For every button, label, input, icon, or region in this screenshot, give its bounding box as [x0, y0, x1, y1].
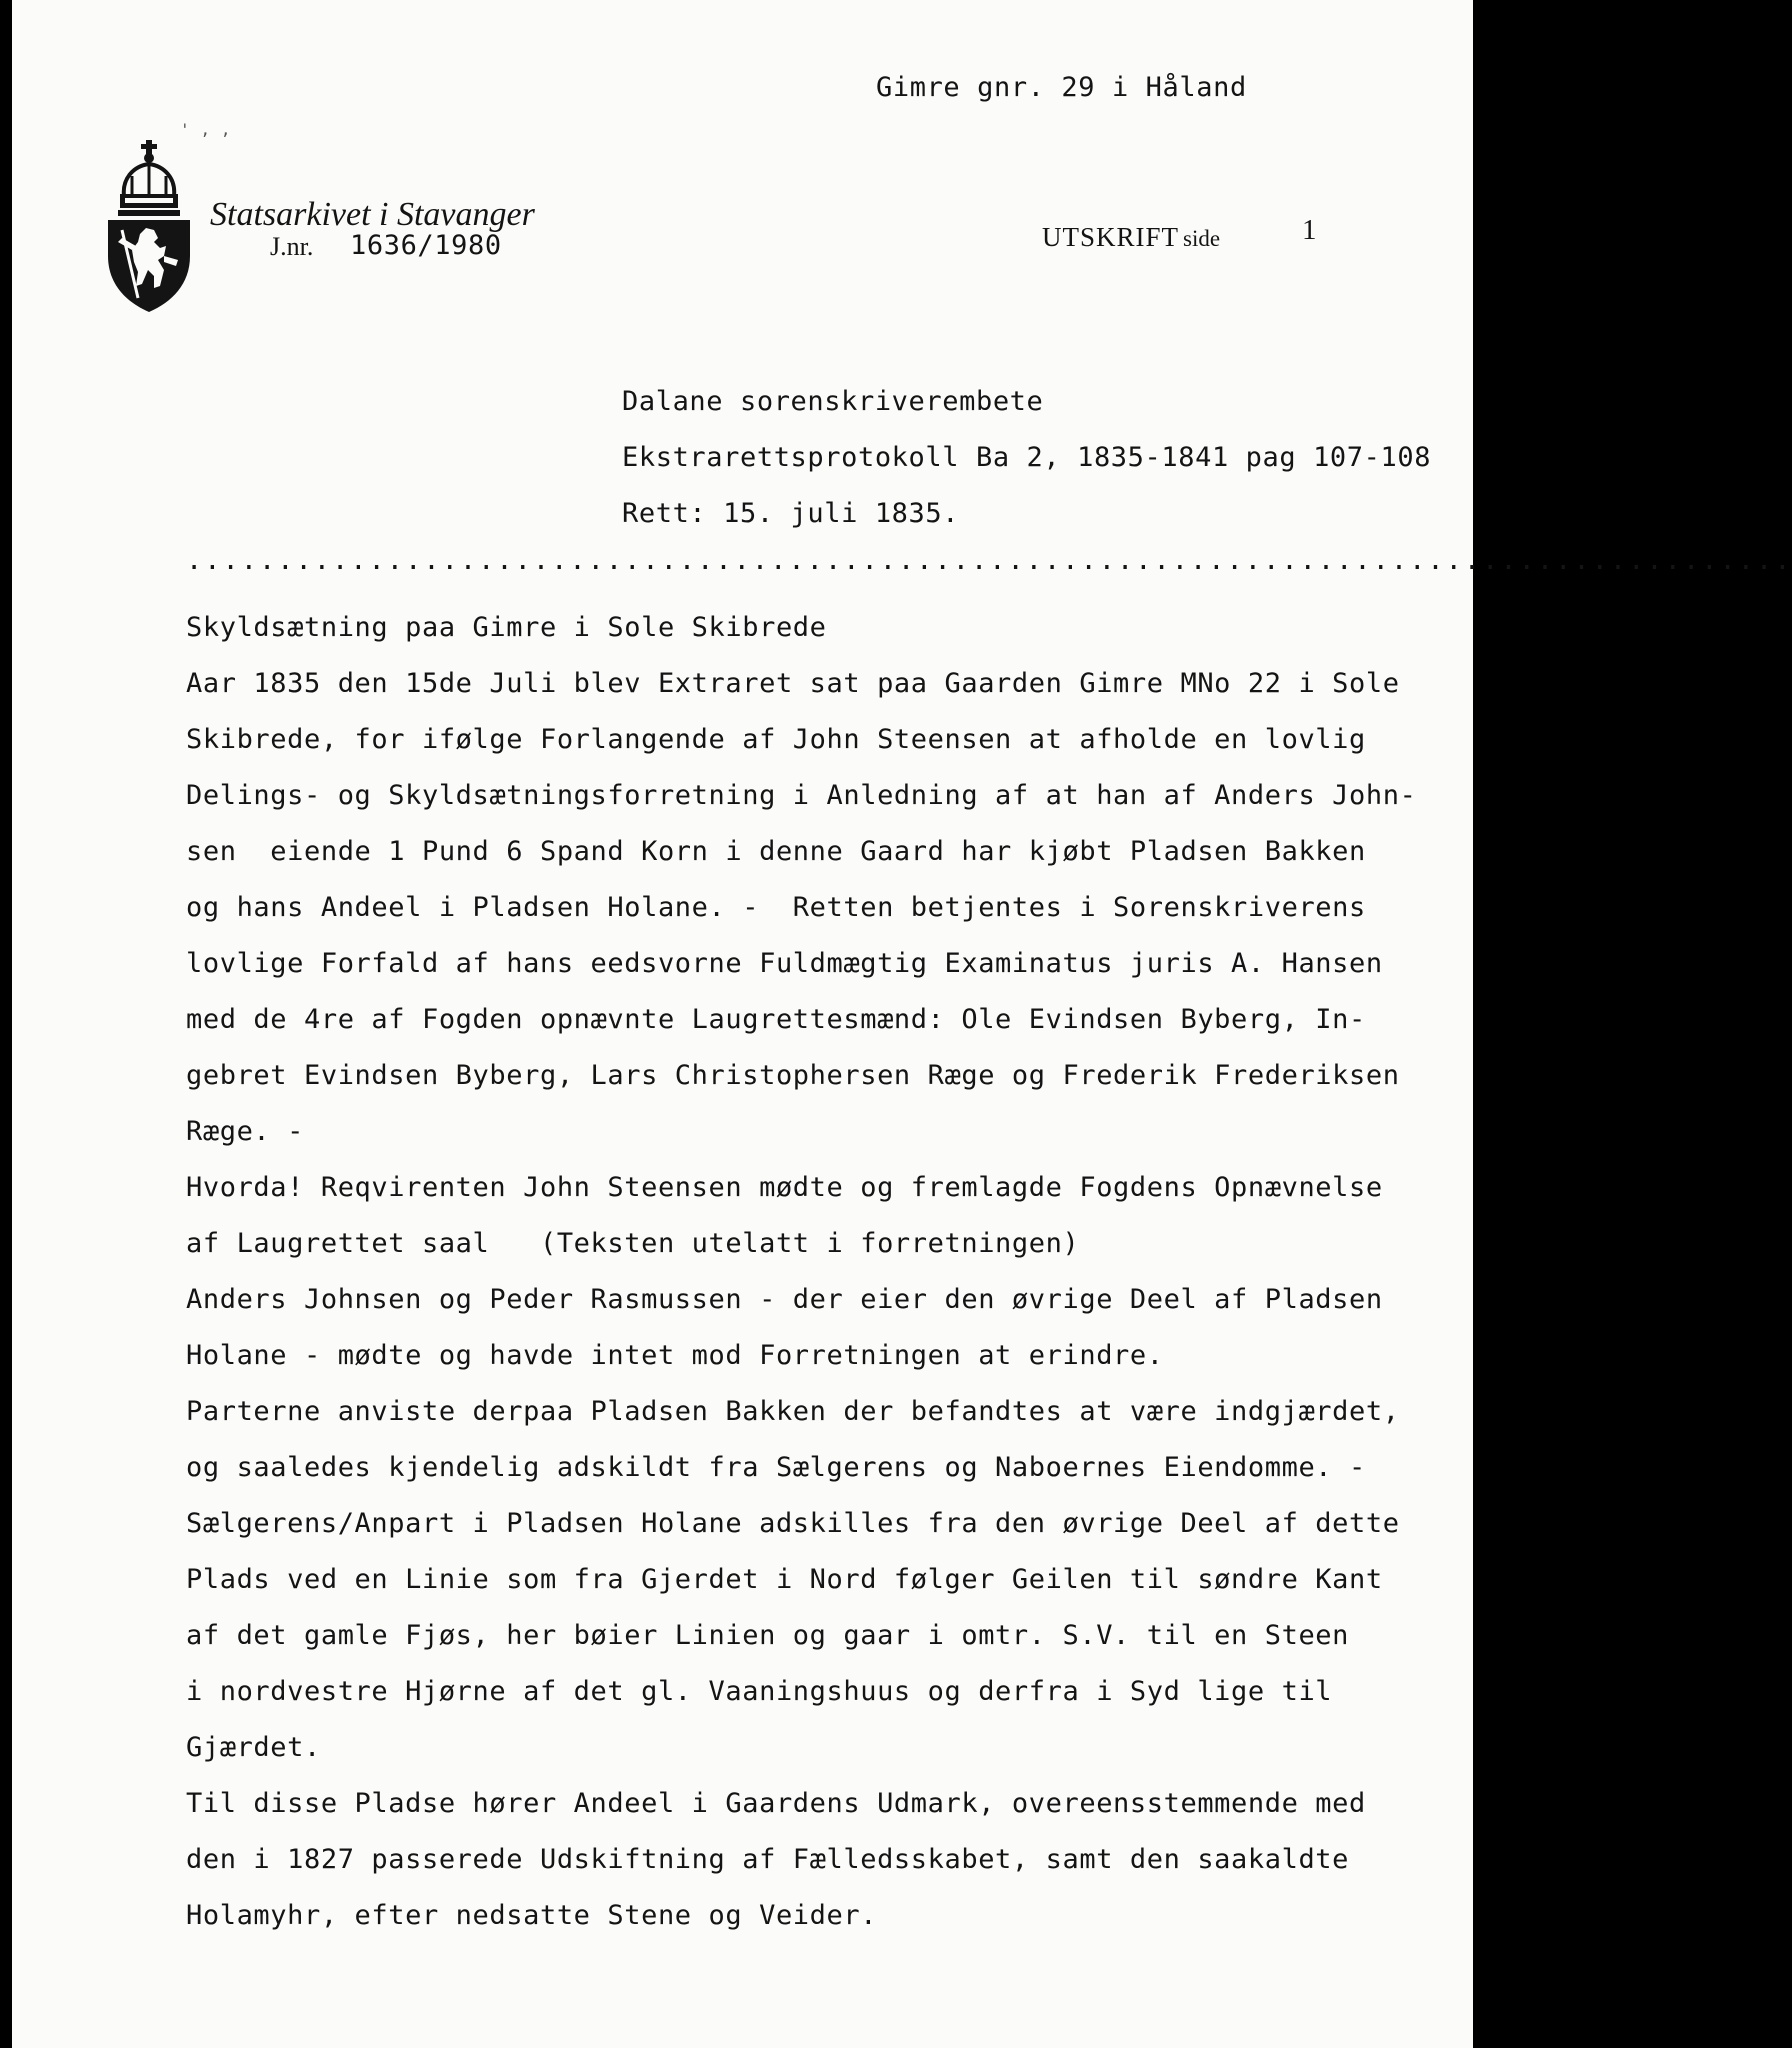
body-line: og saaledes kjendelig adskildt fra Sælgerens og Naboernes Eiendomme. -	[186, 1452, 1366, 1483]
body-line: Holamyhr, efter nedsatte Stene og Veider.	[186, 1900, 878, 1931]
body-line: Ræge. -	[186, 1116, 304, 1147]
body-line: Skyldsætning paa Gimre i Sole Skibrede	[186, 612, 827, 643]
body-line: og hans Andeel i Pladsen Holane. - Retten betjentes i Sorenskriverens	[186, 892, 1366, 923]
source-office: Dalane sorenskriverembete	[622, 386, 1044, 417]
body-line: Delings- og Skyldsætningsforretning i Anledning af at han af Anders John-	[186, 780, 1417, 811]
body-line: Plads ved en Linie som fra Gjerdet i Nord følger Geilen til søndre Kant	[186, 1564, 1383, 1595]
body-line: gebret Evindsen Byberg, Lars Christophersen Ræge og Frederik Frederiksen	[186, 1060, 1400, 1091]
body-line: Skibrede, for ifølge Forlangende af John Steensen at afholde en lovlig	[186, 724, 1366, 755]
document-page	[12, 0, 1792, 2048]
body-line: af det gamle Fjøs, her bøier Linien og gaar i omtr. S.V. til en Steen	[186, 1620, 1350, 1651]
journal-number-label: J.nr.	[270, 232, 314, 261]
body-line: med de 4re af Fogden opnævnte Laugrettesmænd: Ole Evindsen Byberg, In-	[186, 1004, 1366, 1035]
page-number: 1	[1302, 214, 1318, 246]
stray-marks: ' , ,	[180, 120, 232, 139]
source-protocol: Ekstrarettsprotokoll Ba 2, 1835-1841 pag 107-108	[622, 442, 1432, 473]
body-line: Hvorda! Reqvirenten John Steensen mødte og fremlagde Fogdens Opnævnelse	[186, 1172, 1383, 1203]
body-line: Gjærdet.	[186, 1732, 321, 1763]
body-line: i nordvestre Hjørne af det gl. Vaaningshuus og derfra i Syd lige til	[186, 1676, 1333, 1707]
body-line: Aar 1835 den 15de Juli blev Extraret sat paa Gaarden Gimre MNo 22 i Sole	[186, 668, 1400, 699]
body-line: sen eiende 1 Pund 6 Spand Korn i denne Gaard har kjøbt Pladsen Bakken	[186, 836, 1366, 867]
norwegian-coat-of-arms-icon	[102, 138, 196, 314]
journal-number-value: 1636/1980	[350, 230, 502, 261]
property-reference: Gimre gnr. 29 i Håland	[876, 72, 1247, 103]
transcript-label	[1042, 222, 1220, 253]
body-line: lovlige Forfald af hans eedsvorne Fuldmægtig Examinatus juris A. Hansen	[186, 948, 1383, 979]
body-line: Holane - mødte og havde intet mod Forretningen at erindre.	[186, 1340, 1164, 1371]
court-date: Rett: 15. juli 1835.	[622, 498, 960, 529]
body-line: den i 1827 passerede Udskiftning af Fælledsskabet, samt den saakaldte	[186, 1844, 1350, 1875]
body-line: af Laugrettet saal (Teksten utelatt i forretningen)	[186, 1228, 1080, 1259]
body-line: Parterne anviste derpaa Pladsen Bakken der befandtes at være indgjærdet,	[186, 1396, 1400, 1427]
body-line: Til disse Pladse hører Andeel i Gaardens Udmark, overeensstemmende med	[186, 1788, 1366, 1819]
body-line: Anders Johnsen og Peder Rasmussen - der eier den øvrige Deel af Pladsen	[186, 1284, 1383, 1315]
dotted-separator: ........................................................................................	[186, 545, 1792, 576]
side-word: side	[1183, 226, 1221, 251]
institution-name: Statsarkivet i Stavanger	[210, 196, 535, 233]
utskrift-word: UTSKRIFT	[1042, 222, 1180, 252]
body-line: Sælgerens/Anpart i Pladsen Holane adskilles fra den øvrige Deel af dette	[186, 1508, 1400, 1539]
